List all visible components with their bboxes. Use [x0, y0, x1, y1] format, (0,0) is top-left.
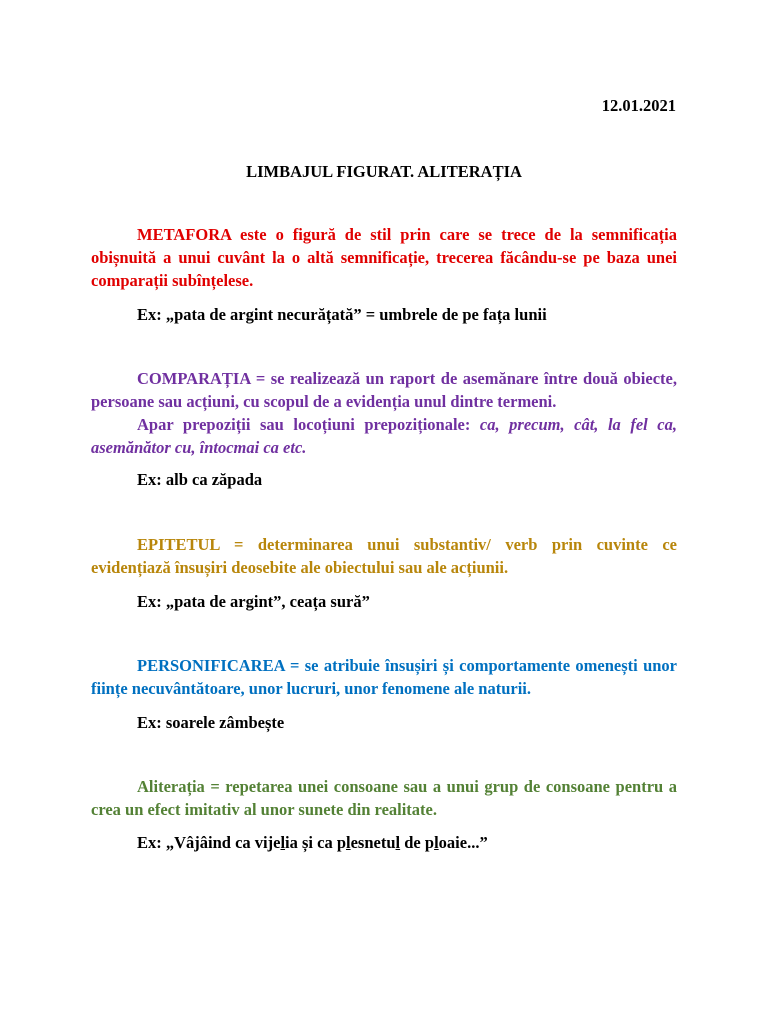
- aliteratia-example-part: ia și ca p: [285, 833, 347, 852]
- aliteratia-example-part: oaie...”: [438, 833, 488, 852]
- comparatia-definition: [91, 367, 677, 413]
- aliteratia-example-part: Ex: „Vâjâind ca vije: [137, 833, 281, 852]
- aliteratia-example-part: esnetu: [350, 833, 396, 852]
- aliteratia-underlined-l: l: [280, 833, 286, 852]
- epitetul-example: Ex: „pata de argint”, ceața sură”: [137, 592, 370, 611]
- aliteratia-definition: [91, 775, 677, 821]
- metafora-example: Ex: „pata de argint necurățată” = umbrele de pe fața lunii: [137, 305, 547, 324]
- personificarea-text: PERSONIFICAREA = se atribuie însușiri și comportamente omenești unor ființe necuvântătoare, unor lucruri, unor fenomene ale naturii.: [91, 656, 677, 698]
- document-date: 12.01.2021: [601, 96, 676, 115]
- aliteratia-example-part: de p: [400, 833, 435, 852]
- comparatia-prepositions: [91, 413, 677, 459]
- aliteratia-text: Aliterația = repetarea unei consoane sau a unui grup de consoane pentru a crea un efect imitativ al unor sunete din realitate.: [91, 777, 677, 819]
- comparatia-prepositions-list: ca, precum, cât, la fel ca, asemănător cu, întocmai ca etc.: [91, 415, 677, 457]
- epitetul-text: EPITETUL = determinarea unui substantiv/ verb prin cuvinte ce evidențiază însușiri deosebite ale obiectului sau ale acțiunii.: [91, 535, 677, 577]
- aliteratia-underlined-l: l: [434, 833, 439, 852]
- aliteratia-example: [137, 831, 488, 854]
- personificarea-definition: [91, 654, 677, 700]
- comparatia-text: COMPARAȚIA = se realizează un raport de asemănare între două obiecte, persoane sau acțiuni, cu scopul de a evidenția unul dintre termeni.: [91, 369, 677, 411]
- aliteratia-underlined-l: l: [346, 833, 351, 852]
- comparatia-prepositions-lead: Apar prepoziții sau locoțiuni prepoziționale:: [137, 415, 480, 434]
- epitetul-definition: [91, 533, 677, 579]
- comparatia-example: Ex: alb ca zăpada: [137, 470, 263, 489]
- document-title: LIMBAJUL FIGURAT. ALITERAȚIA: [246, 162, 522, 181]
- metafora-definition: [91, 223, 677, 292]
- aliteratia-underlined-l: l: [395, 833, 401, 852]
- metafora-text: METAFORA este o figură de stil prin care se trece de la semnificația obișnuită a unui cuvânt la o altă semnificație, trecerea făcându-se pe baza unei comparații subînțelese.: [91, 225, 677, 290]
- personificarea-example: Ex: soarele zâmbește: [137, 713, 285, 732]
